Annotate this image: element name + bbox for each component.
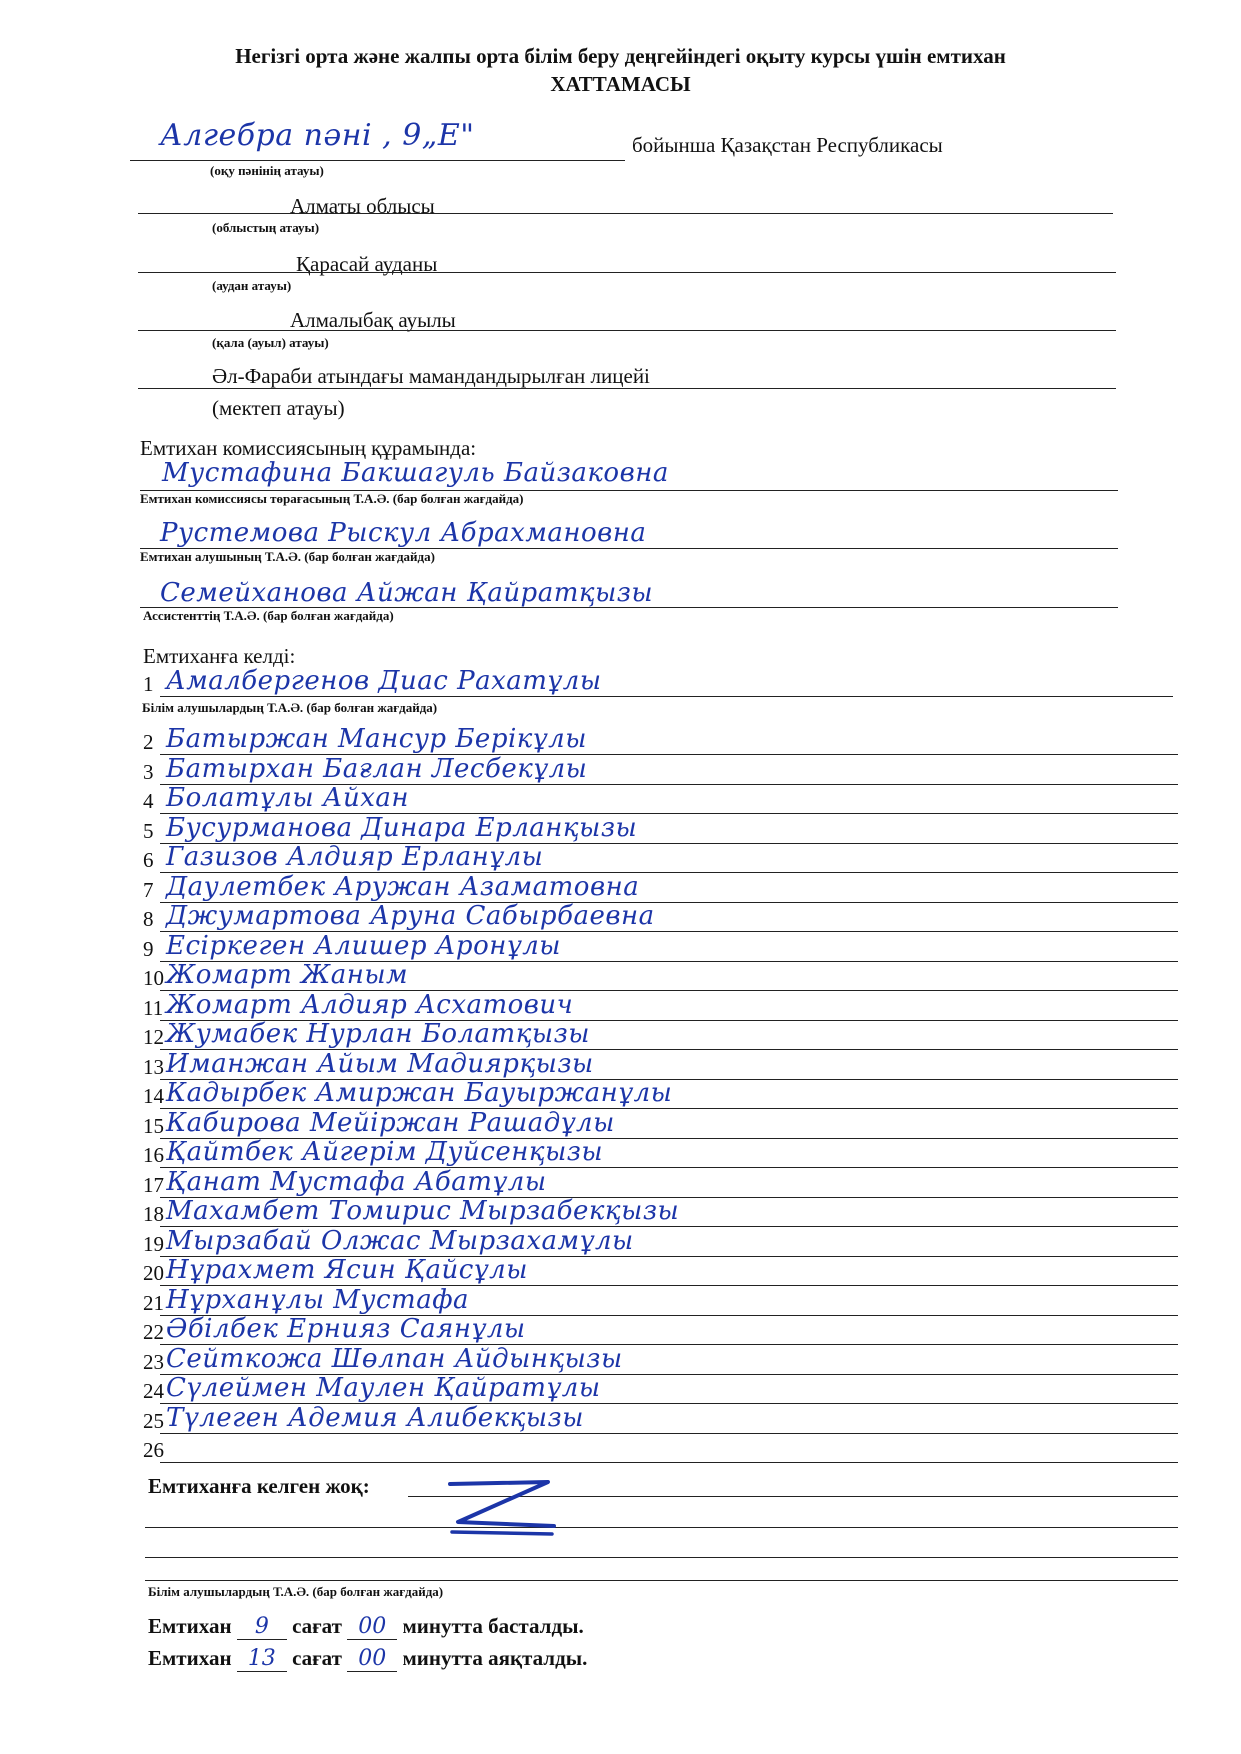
district-line — [138, 272, 1116, 273]
commission-chair-caption: Емтихан комиссиясы төрағасының Т.А.Ә. (бар болған жағдайда) — [140, 491, 524, 506]
end-hour-unit: сағат — [292, 1646, 342, 1670]
student-name: Кабирова Мейіржан Рашадұлы — [166, 1107, 615, 1138]
student-number: 26 — [143, 1438, 164, 1462]
attended-heading: Емтиханға келді: — [143, 644, 296, 668]
locality-caption: (қала (ауыл) атауы) — [212, 335, 329, 350]
student-number: 5 — [143, 818, 154, 843]
student-row — [0, 1402, 1241, 1437]
student-number: 16 — [143, 1143, 164, 1167]
end-minute: 00 — [347, 1646, 397, 1672]
absent-heading: Емтиханға келген жоқ: — [148, 1474, 370, 1498]
student-name: Жумабек Нурлан Болатқызы — [166, 1019, 590, 1049]
end-hour: 13 — [237, 1646, 287, 1672]
student-name: Газизов Алдияр Ерланұлы — [166, 842, 544, 872]
student-name: Батырхан Бағлан Лесбекұлы — [166, 753, 588, 784]
student-number: 22 — [143, 1320, 164, 1344]
student-number: 4 — [143, 789, 154, 813]
student-name: Бусурманова Динара Ерланқызы — [166, 812, 638, 843]
student-number: 17 — [143, 1172, 164, 1197]
subject-caption: (оқу пәнінің атауы) — [210, 163, 324, 178]
region-line — [138, 213, 1113, 214]
absent-line-3 — [145, 1557, 1178, 1558]
student-name: Кадырбек Амиржан Бауыржанұлы — [166, 1078, 673, 1108]
district-caption: (аудан атауы) — [212, 278, 292, 293]
student-name: Батыржан Мансур Берікұлы — [166, 724, 587, 754]
document-title-line1: Негізгі орта және жалпы орта білім беру деңгейіндегі оқыту курсы үшін емтихан — [235, 44, 1006, 68]
absent-line-2 — [145, 1527, 1178, 1528]
school-line — [138, 388, 1116, 389]
student-number: 12 — [143, 1025, 164, 1049]
student-name: Сүлеймен Маулен Қайратұлы — [166, 1373, 601, 1403]
student-number: 1 — [143, 672, 154, 696]
region-value: Алматы облысы — [290, 194, 435, 218]
school-value: Әл-Фараби атындағы мамандандырылған лицейі — [212, 364, 650, 388]
student-line — [160, 1462, 1178, 1463]
student-number: 21 — [143, 1290, 164, 1315]
student-number: 9 — [143, 936, 154, 961]
students-caption: Білім алушылардың Т.А.Ә. (бар болған жағдайда) — [142, 700, 438, 715]
student-name: Жомарт Алдияр Асхатович — [166, 989, 574, 1020]
student-number: 18 — [143, 1202, 164, 1226]
student-name: Даулетбек Аружан Азаматовна — [166, 871, 640, 902]
student-name: Амалбергенов Диас Рахатұлы — [166, 666, 602, 696]
region-caption: (облыстың атауы) — [212, 220, 320, 235]
student-name: Мырзабай Олжас Мырзахамұлы — [166, 1225, 634, 1256]
student-number: 14 — [143, 1084, 164, 1108]
student-number: 2 — [143, 730, 154, 754]
commission-examiner-name: Рустемова Рыскул Абрахмановна — [160, 518, 647, 548]
student-name: Джумартова Аруна Сабырбаевна — [166, 901, 655, 931]
start-time-row — [148, 1614, 584, 1640]
student-number: 23 — [143, 1349, 164, 1374]
student-name: Есіркеген Алишер Аронұлы — [166, 930, 561, 961]
student-name: Қанат Мустафа Абатұлы — [166, 1166, 547, 1197]
end-prefix: Емтихан — [148, 1646, 232, 1670]
student-number: 11 — [143, 995, 164, 1020]
student-name: Иманжан Айым Мадиярқызы — [166, 1048, 594, 1079]
student-number: 20 — [143, 1261, 164, 1285]
student-row — [0, 666, 1241, 700]
student-name: Түлеген Адемия Алибекқызы — [166, 1402, 584, 1433]
locality-value: Алмалыбақ ауылы — [290, 308, 456, 332]
school-caption: (мектеп атауы) — [212, 396, 345, 420]
student-number: 7 — [143, 877, 154, 902]
student-name: Нұрахмет Ясин Қайсұлы — [166, 1255, 528, 1285]
commission-chair-name: Мустафина Бакшагуль Байзаковна — [162, 458, 669, 488]
absent-caption: Білім алушылардың Т.А.Ә. (бар болған жағдайда) — [148, 1584, 444, 1599]
absent-line-4 — [145, 1580, 1178, 1581]
subject-handwritten: Алгебра пәні , 9„Е" — [160, 118, 475, 153]
student-name: Махамбет Томирис Мырзабекқызы — [166, 1196, 680, 1226]
student-number: 10 — [143, 966, 164, 990]
commission-heading: Емтихан комиссиясының құрамында: — [140, 436, 477, 460]
student-name: Әбілбек Ернияз Саянұлы — [166, 1314, 526, 1344]
student-number: 8 — [143, 907, 154, 931]
start-prefix: Емтихан — [148, 1614, 232, 1638]
student-number: 13 — [143, 1054, 164, 1079]
student-line — [160, 1433, 1178, 1434]
subject-suffix: бойынша Қазақстан Республикасы — [632, 133, 943, 157]
commission-assistant-caption: Ассистенттің Т.А.Ә. (бар болған жағдайда) — [143, 608, 394, 623]
start-hour: 9 — [237, 1614, 287, 1640]
student-line — [160, 696, 1173, 697]
start-minute: 00 — [347, 1614, 397, 1640]
start-suffix: минутта басталды. — [402, 1614, 584, 1638]
student-number: 3 — [143, 759, 154, 784]
document-title-line2: ХАТТАМАСЫ — [550, 72, 691, 96]
strikeout-z-mark — [440, 1476, 560, 1553]
student-row — [0, 1436, 1241, 1466]
end-suffix: минутта аяқталды. — [402, 1646, 588, 1670]
commission-examiner-caption: Емтихан алушының Т.А.Ә. (бар болған жағдайда) — [140, 549, 435, 564]
student-number: 19 — [143, 1231, 164, 1256]
student-number: 15 — [143, 1113, 164, 1138]
start-hour-unit: сағат — [292, 1614, 342, 1638]
student-name: Нұрханұлы Мустафа — [166, 1284, 470, 1315]
subject-line — [130, 160, 625, 161]
student-name: Жомарт Жаным — [166, 960, 409, 990]
student-number: 6 — [143, 848, 154, 872]
student-name: Болатұлы Айхан — [166, 783, 410, 813]
locality-line — [138, 330, 1116, 331]
commission-assistant-name: Семейханова Айжан Қайратқызы — [160, 578, 654, 608]
student-number: 24 — [143, 1379, 164, 1403]
student-name: Қайтбек Айгерім Дуйсенқызы — [166, 1137, 604, 1167]
student-name: Сейткожа Шөлпан Айдынқызы — [166, 1343, 623, 1374]
district-value: Қарасай ауданы — [296, 252, 438, 276]
student-number: 25 — [143, 1408, 164, 1433]
end-time-row — [148, 1646, 587, 1672]
